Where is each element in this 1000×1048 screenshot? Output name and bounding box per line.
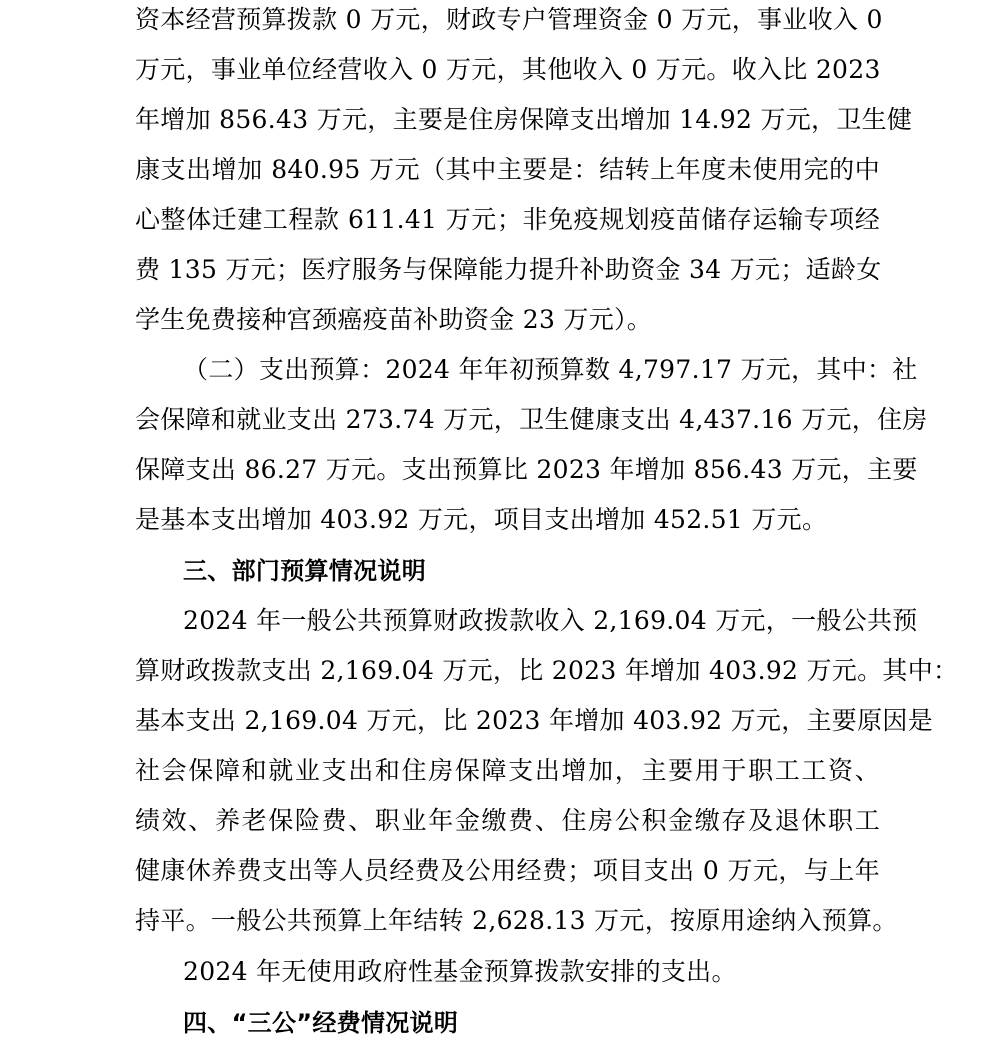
- paragraph-line: 2024 年一般公共预算财政拨款收入 2,169.04 万元，一般公共预: [183, 606, 918, 635]
- paragraph-line: 年增加 856.43 万元，主要是住房保障支出增加 14.92 万元，卫生健: [135, 105, 913, 134]
- section-heading: 四、“三公”经费情况说明: [183, 1009, 459, 1037]
- paragraph-line: 费 135 万元；医疗服务与保障能力提升补助资金 34 万元；适龄女: [135, 255, 882, 284]
- paragraph-line: 社会保障和就业支出和住房保障支出增加，主要用于职工工资、: [135, 756, 880, 785]
- paragraph-line: 心整体迁建工程款 611.41 万元；非免疫规划疫苗储存运输专项经: [135, 205, 880, 234]
- paragraph-line: 保障支出 86.27 万元。支出预算比 2023 年增加 856.43 万元，主要: [135, 455, 918, 484]
- paragraph-line: 资本经营预算拨款 0 万元，财政专户管理资金 0 万元，事业收入 0: [135, 5, 883, 34]
- paragraph-line: 会保障和就业支出 273.74 万元，卫生健康支出 4,437.16 万元，住房: [135, 405, 928, 434]
- paragraph-line: 学生免费接种宫颈癌疫苗补助资金 23 万元）。: [135, 305, 653, 334]
- paragraph-line: 健康休养费支出等人员经费及公用经费；项目支出 0 万元，与上年: [135, 856, 880, 885]
- paragraph-line: 绩效、养老保险费、职业年金缴费、住房公积金缴存及退休职工: [135, 806, 880, 835]
- paragraph-line: 是基本支出增加 403.92 万元，项目支出增加 452.51 万元。: [135, 505, 828, 534]
- paragraph-line: 算财政拨款支出 2,169.04 万元，比 2023 年增加 403.92 万元。其中：: [135, 656, 959, 685]
- paragraph-line: 2024 年无使用政府性基金预算拨款安排的支出。: [183, 957, 737, 986]
- section-heading: 三、部门预算情况说明: [183, 557, 426, 585]
- paragraph-line: （二）支出预算：2024 年年初预算数 4,797.17 万元，其中：社: [183, 355, 918, 384]
- paragraph-line: 万元，事业单位经营收入 0 万元，其他收入 0 万元。收入比 2023: [135, 55, 881, 84]
- paragraph-line: 康支出增加 840.95 万元（其中主要是：结转上年度未使用完的中: [135, 155, 880, 184]
- paragraph-line: 基本支出 2,169.04 万元，比 2023 年增加 403.92 万元，主要原因是: [135, 706, 934, 735]
- paragraph-line: 持平。一般公共预算上年结转 2,628.13 万元，按原用途纳入预算。: [135, 906, 898, 935]
